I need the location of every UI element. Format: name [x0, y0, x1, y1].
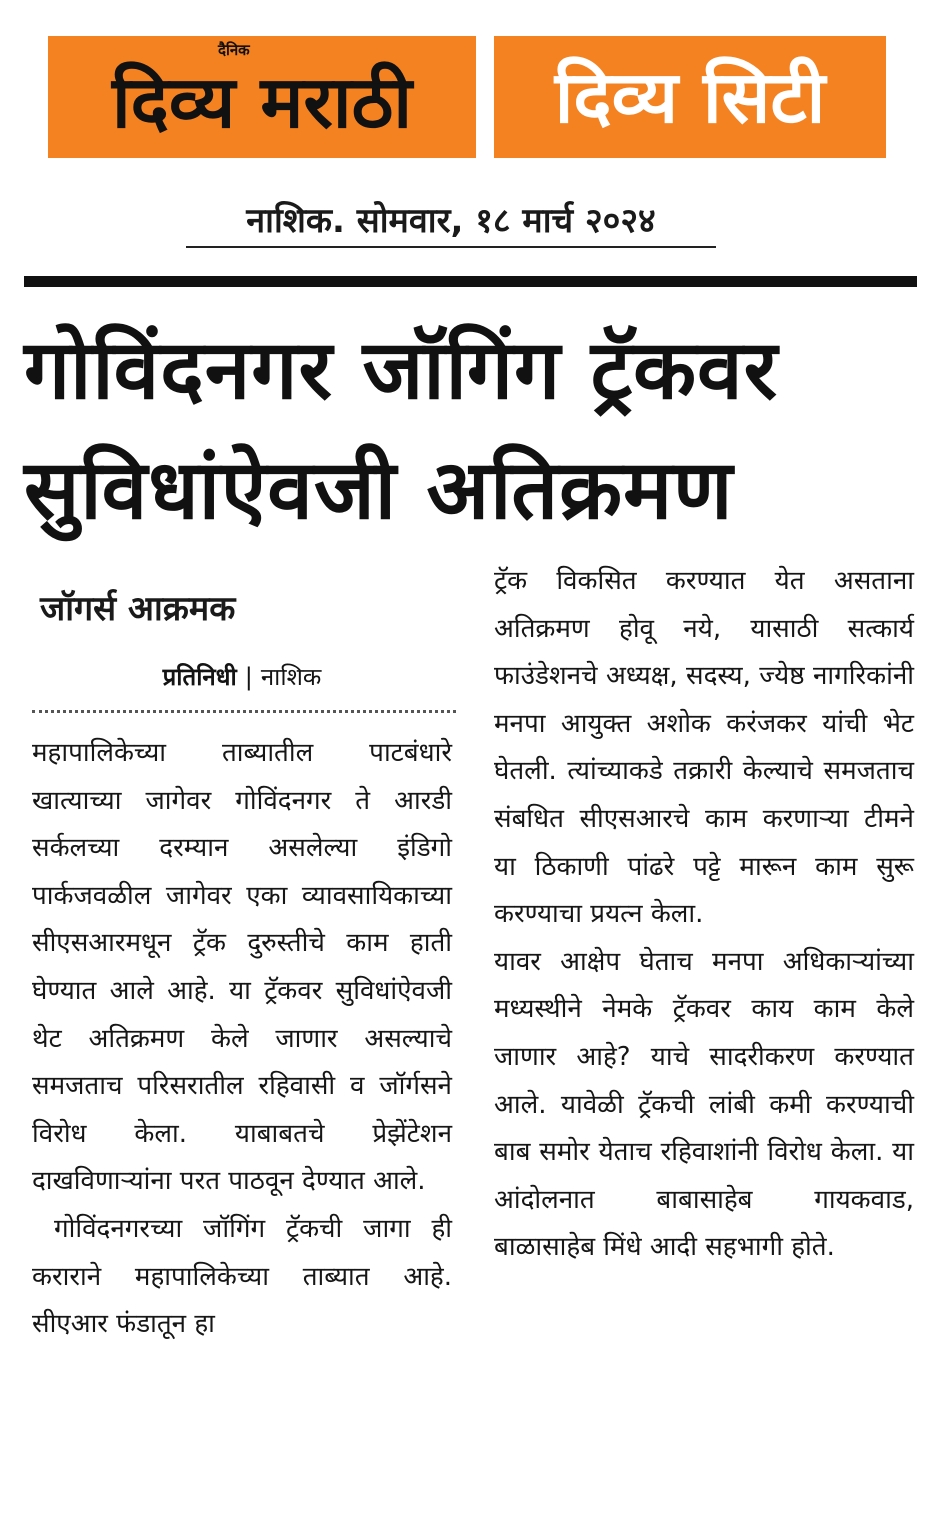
byline-place: नाशिक [260, 663, 322, 691]
article-right-column [494, 558, 914, 1272]
right-paragraph-1: ट्रॅक विकसित करण्यात येत असताना अतिक्रमण होवू नये, यासाठी सत्कार्य फाउंडेशनचे अध्यक्ष, सदस्य, ज्येष्ठ नागरिकांनी मनपा आयुक्त अशोक करंजकर यांची भेट घेतली. त्यांच्याकडे तक्रारी केल्याचे समजताच संबधित सीएसआरचे काम करणाऱ्या टीमने या ठिकाणी पांढरे पट्टे मारून काम सुरू करण्याचा प्रयत्न केला. [494, 566, 914, 930]
masthead-prefix: दैनिक [218, 41, 250, 59]
left-paragraph-2: गोविंदनगरच्या जॉगिंग ट्रॅकची जागा ही कराराने महापालिकेच्या ताब्यात आहे. सीएआर फंडातून हा [32, 1213, 452, 1340]
dotted-divider [32, 710, 456, 713]
right-paragraph-2: यावर आक्षेप घेताच मनपा अधिकाऱ्यांच्या मध्यस्थीने नेमके ट्रॅकवर काय काम केले जाणार आहे? याचे सादरीकरण करण्यात आले. यावेळी ट्रॅकची लांबी कमी करण्याची बाब समोर येताच रहिवाशांनी विरोध केला. या आंदोलनात बाबासाहेब गायकवाड, बाळासाहेब मिंधे आदी सहभागी होते. [494, 946, 914, 1263]
byline-author: प्रतिनिधी [162, 663, 237, 691]
article-left-column [32, 730, 452, 1349]
section-rule [24, 276, 917, 287]
byline [0, 660, 484, 693]
dateline-underline [186, 246, 716, 248]
masthead-divya-marathi [48, 36, 476, 158]
dateline: नाशिक. सोमवार, १८ मार्च २०२४ [246, 201, 656, 241]
headline-line-1: गोविंदनगर जॉगिंग ट्रॅकवर [24, 323, 779, 418]
left-paragraph-1: महापालिकेच्या ताब्यातील पाटबंधारे खात्याच्या जागेवर गोविंदनगर ते आरडी सर्कलच्या दरम्यान असलेल्या इंडिगो पार्कजवळील जागेवर एका व्यावसायिकाच्या सीएसआरमधून ट्रॅक दुरुस्तीचे काम हाती घेण्यात आले आहे. या ट्रॅकवर सुविधांऐवजी थेट अतिक्रमण केले जाणार असल्याचे समजताच परिसरातील रहिवासी व जॉर्गसने विरोध केला. याबाबतचे प्रेझेंटेशन दाखविणाऱ्यांना परत पाठवून देण्यात आले. [32, 738, 452, 1197]
byline-separator: | [244, 663, 253, 691]
masthead-divya-city [494, 36, 886, 158]
masthead-title: दिव्य मराठी [112, 60, 412, 144]
subheadline: जॉगर्स आक्रमक [40, 589, 236, 629]
masthead-supplement: दिव्य सिटी [554, 55, 826, 139]
headline-line-2: सुविधांऐवजी अतिक्रमण [24, 443, 734, 538]
